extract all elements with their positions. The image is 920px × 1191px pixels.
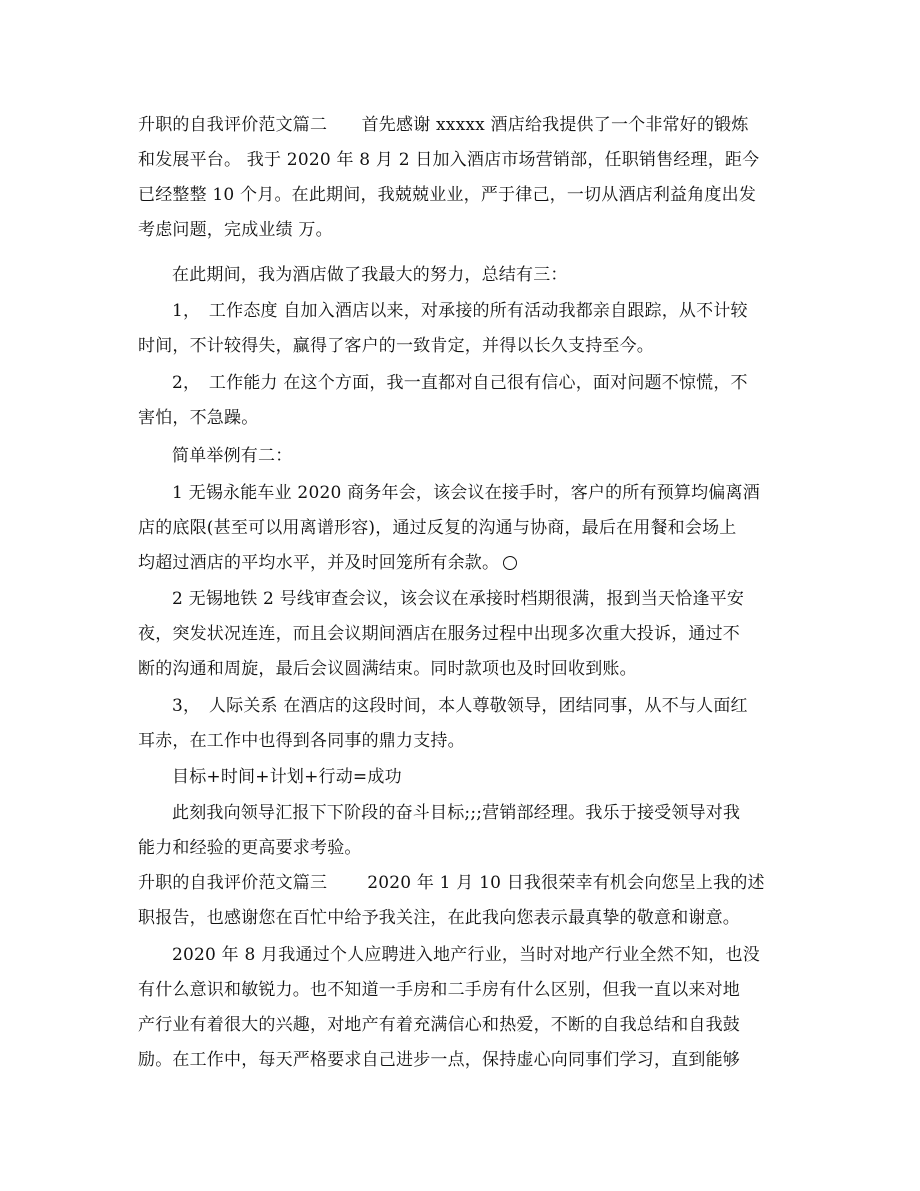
text-line: 2 无锡地铁 2 号线审查会议，该会议在承接时档期很满，报到当天恰逢平安 — [172, 589, 745, 609]
text-line — [138, 546, 517, 580]
text-line: 考虑问题，完成业绩 万。 — [138, 220, 333, 240]
text-line-content: 均超过酒店的平均水平，并及时回笼所有余款。 — [138, 553, 500, 573]
text-line: 有什么意识和敏锐力。也不知道一手房和二手房有什么区别，但我一直以来对地 — [138, 980, 740, 1000]
text-line: 2020 年 8 月我通过个人应聘进入地产行业，当时对地产行业全然不知，也没 — [172, 945, 760, 965]
text-line: 升职的自我评价范文篇三 2020 年 1 月 10 日我很荣幸有机会向您呈上我的述 — [138, 873, 765, 893]
text-line: 产行业有着很大的兴趣，对地产有着充满信心和热爱，不断的自我总结和自我鼓 — [138, 1015, 740, 1035]
text-line: 耳赤，在工作中也得到各同事的鼎力支持。 — [138, 731, 465, 751]
text-line: 已经整整 10 个月。在此期间，我兢兢业业，严于律己，一切从酒店利益角度出发 — [138, 185, 757, 205]
text-line: 断的沟通和周旋，最后会议圆满结束。同时款项也及时回收到账。 — [138, 659, 637, 679]
text-line: 店的底限(甚至可以用离谱形容)，通过反复的沟通与协商，最后在用餐和会场上 — [138, 518, 737, 538]
text-line: 夜，突发状况连连，而且会议期间酒店在服务过程中出现多次重大投诉，通过不 — [138, 624, 740, 644]
text-line: 时间，不计较得失，赢得了客户的一致肯定，并得以长久支持至今。 — [138, 336, 654, 356]
circle-icon — [503, 556, 517, 570]
text-line: 能力和经验的更高要求考验。 — [138, 838, 362, 858]
text-line: 1， 工作态度 自加入酒店以来，对承接的所有活动我都亲自跟踪，从不计较 — [172, 301, 748, 321]
text-line: 3， 人际关系 在酒店的这段时间，本人尊敬领导，团结同事，从不与人面红 — [172, 696, 748, 716]
text-line: 在此期间，我为酒店做了我最大的努力，总结有三： — [172, 265, 568, 285]
text-line: 励。在工作中，每天严格要求自己进步一点，保持虚心向同事们学习，直到能够 — [138, 1050, 740, 1070]
text-line: 此刻我向领导汇报下下阶段的奋斗目标;;;营销部经理。我乐于接受领导对我 — [172, 803, 741, 823]
text-line: 目标+时间+计划+行动=成功 — [172, 767, 402, 787]
text-line: 和发展平台。 我于 2020 年 8 月 2 日加入酒店市场营销部，任职销售经理，距今 — [138, 150, 760, 170]
text-line: 简单举例有二： — [172, 446, 293, 466]
text-line: 升职的自我评价范文篇二 首先感谢 xxxxx 酒店给我提供了一个非常好的锻炼 — [138, 115, 749, 135]
text-line: 2， 工作能力 在这个方面，我一直都对自己很有信心，面对问题不惊慌，不 — [172, 373, 748, 393]
text-line: 1 无锡永能车业 2020 商务年会，该会议在接手时，客户的所有预算均偏离酒 — [172, 483, 760, 503]
text-line: 职报告，也感谢您在百忙中给予我关注，在此我向您表示最真挚的敬意和谢意。 — [138, 908, 740, 928]
text-line: 害怕，不急躁。 — [138, 408, 259, 428]
